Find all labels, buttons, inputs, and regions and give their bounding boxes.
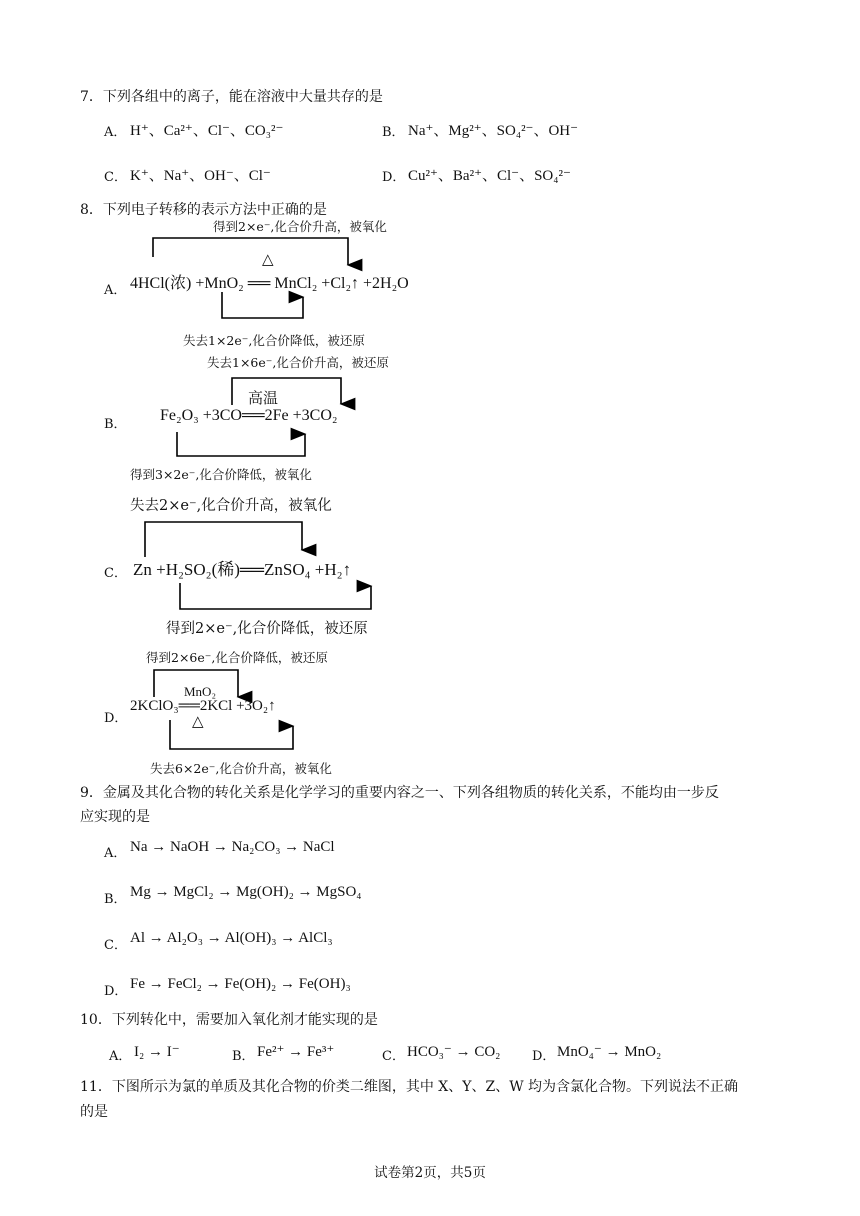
option-9a-text: Na → NaOH → Na₂CO₃ → NaCl bbox=[130, 839, 335, 855]
option-9b-text: Mg → MgCl₂ → Mg(OH)₂ → MgSO₄ bbox=[130, 884, 362, 900]
option-7a-text: H⁺、Ca²⁺、Cl⁻、CO₃²⁻ bbox=[130, 123, 284, 139]
option-8c-letter: C． bbox=[104, 566, 127, 581]
option-9d-text: Fe → FeCl₂ → Fe(OH)₂ → Fe(OH)₃ bbox=[130, 976, 351, 992]
label-8d-top: 得到2×6e⁻,化合价降低，被还原 bbox=[146, 650, 328, 665]
option-9b-letter: B． bbox=[104, 892, 127, 907]
question-8-stem: 8．下列电子转移的表示方法中正确的是 bbox=[80, 202, 327, 218]
equation-8c: Zn +H₂SO₂(稀)══ZnSO₄ +H₂↑ bbox=[133, 560, 352, 579]
option-10c-text: HCO₃⁻ → CO₂ bbox=[407, 1044, 501, 1060]
option-9a-letter: A． bbox=[104, 846, 127, 861]
option-10b-letter: B． bbox=[232, 1049, 255, 1064]
equation-8b: Fe₂O₃ +3CO══2Fe +3CO₂ bbox=[160, 407, 338, 424]
option-10d-letter: D． bbox=[532, 1049, 556, 1064]
question-11-stem-line1: 11．下图所示为氯的单质及其化合物的价类二维图，其中 X、Y、Z、W 均为含氯化合物。下列说法不正确 bbox=[80, 1079, 739, 1095]
label-8b-bottom: 得到3×2e⁻,化合价降低，被氧化 bbox=[130, 467, 312, 482]
bracket-8a-top bbox=[153, 238, 348, 265]
option-8b-letter: B． bbox=[104, 417, 127, 432]
condition-8d-bottom: △ bbox=[192, 712, 204, 730]
equation-8d: 2KClO₃══2KCl +3O₂↑ bbox=[130, 698, 276, 714]
question-11-stem-line2: 的是 bbox=[80, 1104, 108, 1120]
label-8a-bottom: 失去1×2e⁻,化合价降低，被还原 bbox=[183, 333, 365, 348]
condition-8b: 高温 bbox=[248, 389, 279, 407]
label-8c-top: 失去2×e⁻,化合价升高，被氧化 bbox=[130, 498, 332, 514]
option-7a-letter: A． bbox=[104, 125, 127, 140]
condition-8a: △ bbox=[262, 250, 274, 268]
option-10a-letter: A． bbox=[109, 1049, 132, 1064]
question-9-stem-line2: 应实现的是 bbox=[80, 809, 150, 825]
option-10b-text: Fe²⁺ → Fe³⁺ bbox=[257, 1044, 335, 1060]
option-9d-letter: D． bbox=[104, 984, 128, 999]
question-10-stem: 10．下列转化中，需要加入氧化剂才能实现的是 bbox=[80, 1012, 378, 1028]
question-7-stem: 7．下列各组中的离子，能在溶液中大量共存的是 bbox=[80, 89, 383, 105]
label-8d-bottom: 失去6×2e⁻,化合价升高，被氧化 bbox=[150, 761, 332, 776]
option-7b-text: Na⁺、Mg²⁺、SO₄²⁻、OH⁻ bbox=[408, 123, 579, 139]
equation-8a: 4HCl(浓) +MnO₂ ══ MnCl₂ +Cl₂↑ +2H₂O bbox=[130, 275, 409, 292]
option-7c-text: K⁺、Na⁺、OH⁻、Cl⁻ bbox=[130, 168, 271, 184]
question-9-stem-line1: 9．金属及其化合物的转化关系是化学学习的重要内容之一、下列各组物质的转化关系，不能均由一步反 bbox=[80, 785, 719, 801]
option-9c-text: Al → Al₂O₃ → Al(OH)₃ → AlCl₃ bbox=[130, 930, 333, 946]
option-7c-letter: C． bbox=[104, 170, 127, 185]
bracket-8d-bottom bbox=[170, 720, 293, 749]
label-8a-top: 得到2×e⁻,化合价升高，被氧化 bbox=[213, 219, 387, 234]
option-9c-letter: C． bbox=[104, 938, 127, 953]
option-10d-text: MnO₄⁻ → MnO₂ bbox=[557, 1044, 662, 1060]
label-8c-bottom: 得到2×e⁻,化合价降低，被还原 bbox=[166, 621, 368, 637]
option-8a-letter: A． bbox=[104, 283, 127, 298]
option-7d-letter: D． bbox=[382, 170, 406, 185]
bracket-8a-bottom bbox=[222, 292, 303, 318]
option-10a-text: I₂ → I⁻ bbox=[134, 1044, 180, 1060]
option-10c-letter: C． bbox=[382, 1049, 405, 1064]
condition-8d-top: MnO₂ bbox=[184, 684, 216, 699]
bracket-8b-bottom bbox=[177, 432, 305, 456]
option-8d-letter: D． bbox=[104, 711, 128, 726]
option-7b-letter: B． bbox=[382, 125, 405, 140]
page-footer: 试卷第2页，共5页 bbox=[374, 1165, 486, 1181]
bracket-8c-top bbox=[145, 522, 302, 557]
label-8b-top: 失去1×6e⁻,化合价升高，被还原 bbox=[207, 355, 389, 370]
option-7d-text: Cu²⁺、Ba²⁺、Cl⁻、SO₄²⁻ bbox=[408, 168, 571, 184]
bracket-8c-bottom bbox=[180, 583, 371, 609]
